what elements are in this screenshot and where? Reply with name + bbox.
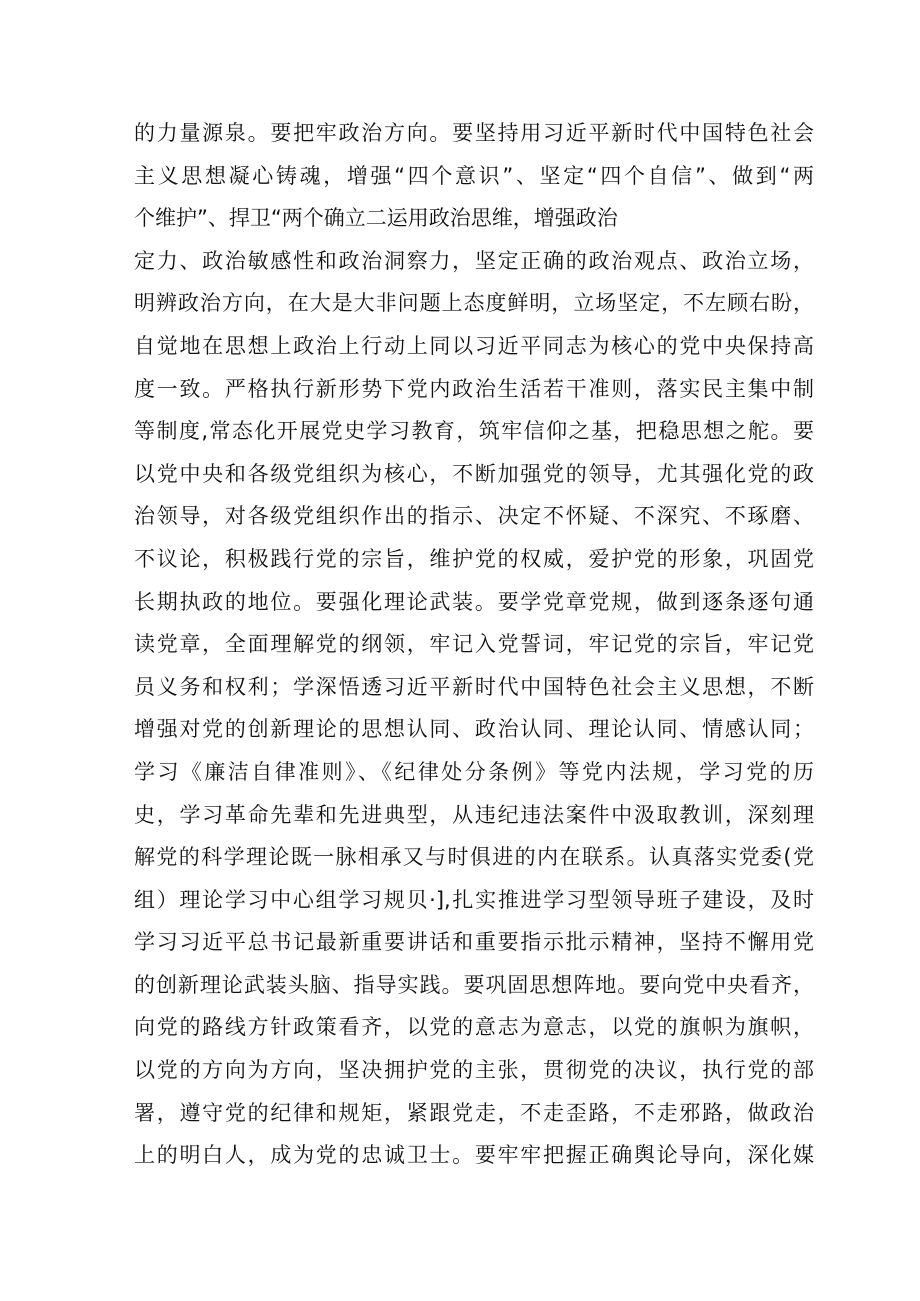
text-line-21: 的创新理论武装头脑、指导实践。要巩固思想阵地。要向党中央看齐， [134,972,814,997]
text-line-13: 读党章，全面理解党的纲领，牢记入党誓词，牢记党的宗旨，牢记党 [134,632,814,657]
text-line-18: 解党的科学理论既一脉相承又与时俱进的内在联系。认真落实党委(党 [134,845,814,870]
text-line-7: 度一致。严格执行新形势下党内政治生活若干准则，落实民主集中制 [134,376,814,401]
text-line-25: 上的明白人，成为党的忠诚卫士。要牢牢把握正确舆论导向，深化媒 [134,1143,814,1168]
text-line-14: 员义务和权利；学深悟透习近平新时代中国特色社会主义思想，不断 [134,674,814,699]
text-line-10: 治领导，对各级党组织作出的指示、决定不怀疑、不深究、不琢磨、 [134,504,814,529]
text-line-24: 署，遵守党的纪律和规矩，紧跟党走，不走歪路，不走邪路，做政治 [134,1100,814,1125]
text-line-8: 等制度,常态化开展党史学习教育，筑牢信仰之基，把稳思想之舵。要 [134,419,814,444]
text-line-16: 学习《廉洁自律准则》、《纪律处分条例》等党内法规，学习党的历 [134,759,814,784]
text-line-11: 不议论，积极践行党的宗旨，维护党的权威，爱护党的形象，巩固党 [134,546,814,571]
text-line-3: 个维护”、捍卫“两个确立二运用政治思维，增强政治 [134,206,618,231]
text-line-5: 明辨政治方向，在大是大非问题上态度鲜明，立场坚定，不左顾右盼， [134,291,814,316]
text-line-17: 史，学习革命先辈和先进典型，从违纪违法案件中汲取教训，深刻理 [134,802,814,827]
text-line-1: 的力量源泉。要把牢政治方向。要坚持用习近平新时代中国特色社会 [134,121,814,145]
text-line-19: 组）理论学习中心组学习规贝·],扎实推进学习型领导班子建设，及时 [134,887,814,912]
text-line-4: 定力、政治敏感性和政治洞察力，坚定正确的政治观点、政治立场， [134,248,814,273]
text-line-9: 以党中央和各级党组织为核心，不断加强党的领导，尤其强化党的政 [134,461,814,486]
text-line-15: 增强对党的创新理论的思想认同、政治认同、理论认同、情感认同； [134,717,814,742]
text-line-2: 主义思想凝心铸魂，增强“四个意识”、坚定“四个自信”、做到“两 [134,163,814,188]
text-line-20: 学习习近平总书记最新重要讲话和重要指示批示精神，坚持不懈用党 [134,930,814,955]
text-line-6: 自觉地在思想上政治上行动上同以习近平同志为核心的党中央保持高 [134,333,814,358]
text-line-12: 长期执政的地位。要强化理论武装。要学党章党规，做到逐条逐句通 [134,589,814,614]
text-line-23: 以党的方向为方向，坚决拥护党的主张，贯彻党的决议，执行党的部 [134,1058,814,1083]
text-line-22: 向党的路线方针政策看齐，以党的意志为意志，以党的旗帜为旗帜， [134,1015,814,1040]
body-text [134,112,814,1177]
